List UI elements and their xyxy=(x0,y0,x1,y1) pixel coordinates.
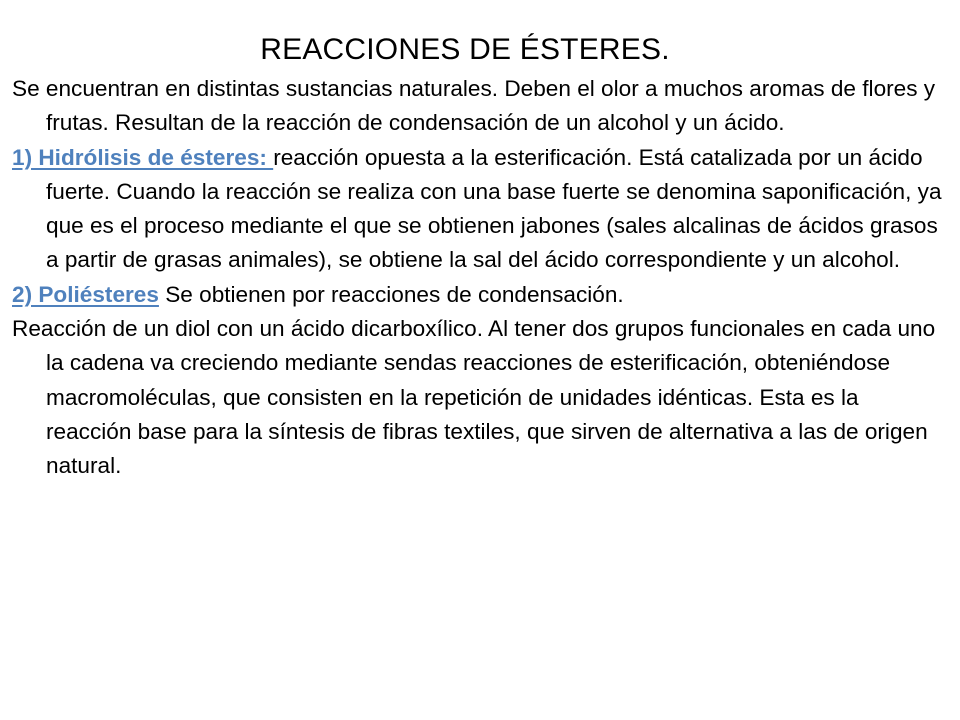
hydrolysis-text: reacción opuesta a la esterificación. Está catalizada por un ácido fuerte. Cuando la reacción se realiza con una base fuerte se denomina saponificación, ya que es el proceso mediante el que se obtienen jabones (sales alcalinas de ácidos grasos a partir de grasas animales), se obtiene la sal del ácido correspondiente y un alcohol. xyxy=(46,144,942,273)
hydrolysis-label: 1) Hidrólisis de ésteres: xyxy=(12,144,274,170)
polyesters-paragraph xyxy=(12,278,948,312)
intro-paragraph: Se encuentran en distintas sustancias naturales. Deben el olor a muchos aromas de flores y frutas. Resultan de la reacción de condensación de un alcohol y un ácido. xyxy=(12,76,936,136)
polyesters-detail-paragraph: Reacción de un diol con un ácido dicarboxílico. Al tener dos grupos funcionales en cada uno la cadena va creciendo mediante sendas reacciones de esterificación, obteniéndose macromoléculas, que consisten en la repetición de unidades idénticas. Esta es la reacción base para la síntesis de fibras textiles, que sirven de alternativa a las de origen natural. xyxy=(12,316,936,479)
slide-body xyxy=(12,72,948,484)
hydrolysis-paragraph xyxy=(12,141,948,278)
polyesters-label: 2) Poliésteres xyxy=(12,281,159,307)
polyesters-text: Se obtienen por reacciones de condensación. xyxy=(158,281,624,307)
slide-title: REACCIONES DE ÉSTERES. xyxy=(260,33,670,66)
